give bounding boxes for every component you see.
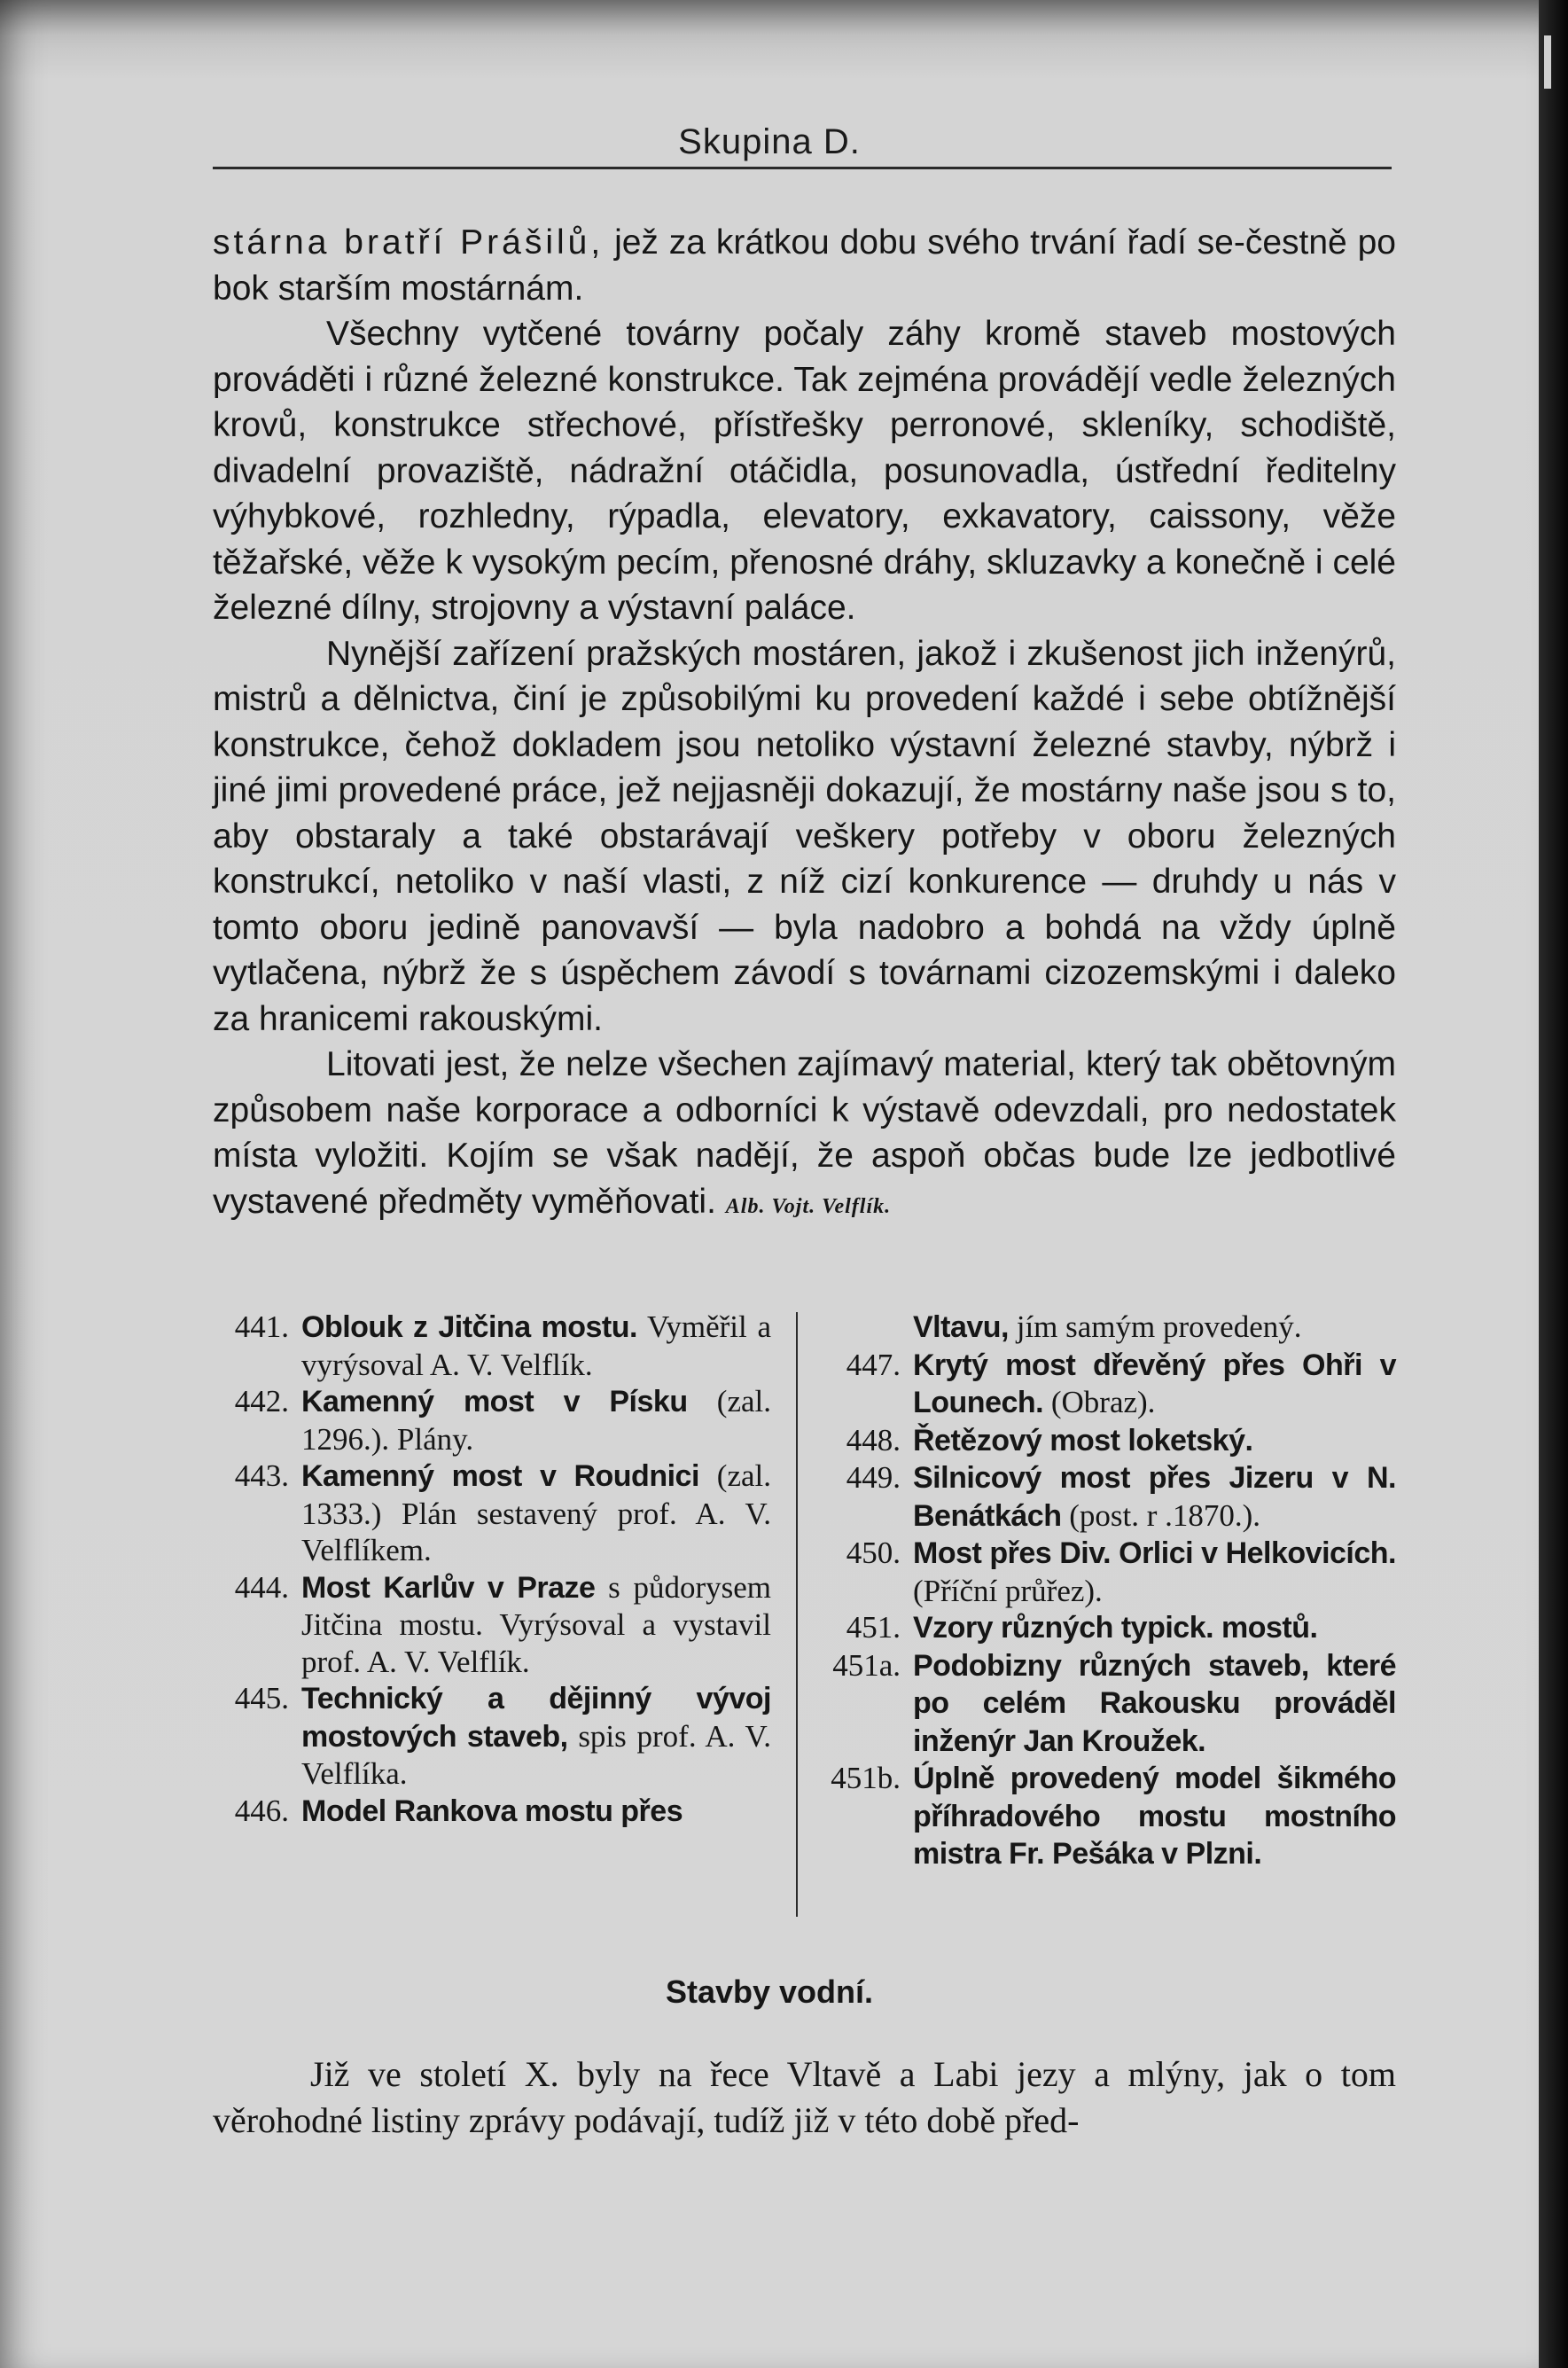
catalog-entry (824, 1459, 1396, 1535)
entry-title: Most Karlův v Praze (301, 1570, 596, 1605)
entry-text (301, 1383, 771, 1458)
entry-title: Řetězový most loketský. (913, 1423, 1253, 1458)
entry-title: Podobizny různých staveb, které po celém Rakousku prováděl inženýr Jan Kroužek. (913, 1648, 1396, 1758)
paragraph-4 (213, 1042, 1396, 1230)
entry-text (913, 1535, 1396, 1609)
catalog-entry (824, 1535, 1396, 1609)
entry-desc: (zal. 1296.). Plány. (301, 1384, 771, 1457)
catalog-entry (213, 1309, 771, 1383)
paragraph-3: Nynější zařízení pražských mostáren, jakož i zkušenost jich inženýrů, mistrů a dělnictva, činí je způsobilými ku provedení každé i sebe obtížnější konstrukce, čehož dokladem jsou netoliko výstavní železné stavby, nýbrž i jiné jimi provedené práce, jež nejjasněji dokazují, že mostárny naše jsou s to, aby obstaraly a také obstarávají veškery potřeby v oboru železných konstrukcí, netoliko v naší vlasti, z níž cizí konkurence — druhdy u nás v tomto oboru jedině panovavší — byla nadobro a bohdá na vždy úplně vytlačena, nýbrž že s úspěchem závodí s továrnami cizozemskými i daleko za hranicemi rakouskými. (213, 634, 1396, 1038)
entry-text (301, 1793, 771, 1831)
section-heading: Stavby vodní. (665, 1973, 874, 2010)
entry-desc: (Obraz). (1043, 1385, 1156, 1419)
spaced-emphasis: stárna bratří Prášilů, (213, 223, 605, 262)
header-rule (213, 167, 1392, 169)
entry-number: 444. (234, 1569, 289, 1605)
entry-desc: jím samým provedený. (1008, 1309, 1302, 1344)
entry-number: 446. (234, 1793, 289, 1828)
entry-desc: (Příční průřez). (913, 1573, 1103, 1608)
entry-title: Kamenný most v Písku (301, 1385, 688, 1418)
entry-number: 445. (234, 1681, 289, 1715)
closing-text (213, 2051, 1396, 2144)
entry-desc: spis prof. A. V. Velflíka. (301, 1718, 771, 1791)
entry-number: 443. (234, 1458, 289, 1493)
entry-number: 451b. (831, 1761, 901, 1795)
main-text (213, 220, 1396, 1230)
entry-title: Vzory různých typick. mostů. (913, 1611, 1318, 1645)
catalog-entry (824, 1609, 1396, 1647)
closing-paragraph: Již ve století X. byly na řece Vltavě a Labi jezy a mlýny, jak o tom věrohodné listiny zprávy podávají, tudíž již v této době před- (213, 2054, 1396, 2140)
catalog-entry (824, 1647, 1396, 1761)
entry-number: 450. (846, 1536, 901, 1570)
catalog-entry (824, 1422, 1396, 1460)
entry-title: Model Rankova mostu přes (301, 1794, 683, 1828)
entry-title: Úplně provedený model šikmého příhradového mostu mostního mistra Fr. Pešáka v Plzni. (913, 1762, 1396, 1871)
catalog-right-column (824, 1309, 1396, 1873)
entry-desc: Vyměřil a vyrýsoval A. V. Velflík. (301, 1309, 771, 1382)
catalog-entry (213, 1383, 771, 1458)
entry-text (301, 1309, 771, 1383)
exhibit-catalog (213, 1309, 1396, 1920)
catalog-entry (213, 1793, 771, 1831)
entry-text (913, 1459, 1396, 1535)
catalog-entry (824, 1760, 1396, 1873)
catalog-entry (213, 1680, 771, 1793)
catalog-entry (213, 1569, 771, 1681)
entry-number: 451. (846, 1610, 901, 1645)
catalog-entry (213, 1458, 771, 1569)
entry-number: 449. (846, 1460, 901, 1495)
page-edge (1539, 0, 1568, 2368)
entry-title: Kamenný most v Roudnici (301, 1459, 699, 1493)
entry-text (913, 1347, 1396, 1422)
entry-number: 441. (234, 1309, 289, 1344)
entry-desc: s půdorysem Jitčina mostu. Vyrýsoval a vystavil prof. A. V. Velflík. (301, 1569, 771, 1679)
entry-text (913, 1609, 1396, 1647)
entry-number: 447. (846, 1347, 901, 1382)
entry-number: 451a. (832, 1647, 901, 1683)
author-signature: Alb. Vojt. Velflík. (725, 1194, 892, 1218)
entry-text (301, 1458, 771, 1569)
catalog-entry (824, 1347, 1396, 1422)
entry-desc: (zal. 1333.) Plán sestavený prof. A. V. Velflíkem. (301, 1458, 771, 1567)
catalog-left-column (213, 1309, 771, 1830)
entry-continuation (824, 1309, 1396, 1347)
entry-number: 448. (846, 1422, 901, 1458)
entry-text (301, 1680, 771, 1793)
paragraph-1-rest: jež za krátkou dobu svého trvání řadí se-čestně po bok starším mostárnám. (213, 223, 1396, 308)
entry-desc: (post. r .1870.). (1061, 1497, 1261, 1533)
entry-title: Krytý most dřevěný přes Ohři v Lounech. (913, 1348, 1396, 1419)
entry-text (913, 1760, 1396, 1873)
paragraph-2: Všechny vytčené továrny počaly záhy kromě staveb mostových prováděti i různé železné konstrukce. Tak zejména provádějí vedle železných krovů, konstrukce střechové, přístřešky perronové, skleníky, schodiště, divadelní provaziště, nádražní otáčidla, posunovadla, ústřední ředitelny výhybkové, rozhledny, rýpadla, elevatory, exkavatory, caissony, věže těžařské, věže k vysokým pecím, přenosné dráhy, skluzavky a konečně i celé železné dílny, strojovny a výstavní paláce. (213, 315, 1396, 627)
entry-text (913, 1647, 1396, 1761)
paragraph-1 (213, 220, 1396, 311)
edge-mark (1544, 35, 1551, 89)
entry-title: Oblouk z Jitčina mostu. (301, 1310, 637, 1344)
entry-title: Most přes Div. Orlici v Helkovicích. (913, 1536, 1396, 1570)
paragraph-4-text: Litovati jest, že nelze všechen zajímavý material, který tak obětovným způsobem naše korporace a odborníci k výstavě odevzdali, pro nedostatek místa vyložiti. Kojím se však nadějí, že aspoň občas bude lze jedbotlivé vystavené předměty vyměňovati. (213, 1045, 1396, 1221)
entry-text (913, 1422, 1396, 1460)
entry-title: Silnicový most přes Jizeru v N. Benátkách (913, 1461, 1396, 1533)
entry-title: Technický a dějinný vývoj mostových staveb, (301, 1682, 771, 1754)
entry-text (301, 1569, 771, 1681)
column-divider (796, 1312, 798, 1917)
running-header: Skupina D. (678, 122, 861, 161)
entry-number: 442. (234, 1384, 289, 1418)
entry-title: Vltavu, (913, 1310, 1009, 1344)
